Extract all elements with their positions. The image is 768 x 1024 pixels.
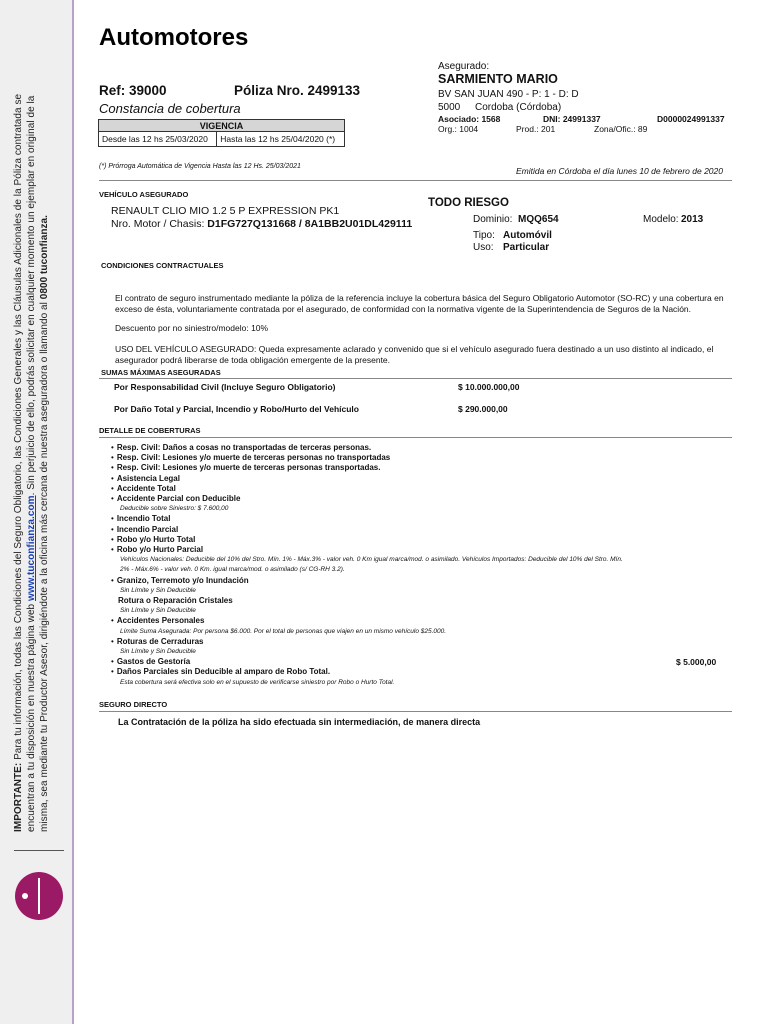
prorroga-note: (*) Prórroga Automática de Vigencia Hasta las 12 Hs. 25/03/2021 [99,163,301,170]
asegurado-dni: DNI: 24991337 [543,114,601,124]
suma-dano-amount: $ 290.000,00 [458,404,508,414]
suma-dano-label: Por Daño Total y Parcial, Incendio y Robo/Hurto del Vehículo [114,404,359,414]
sidebar-divider [72,0,74,1024]
coverage-item [111,514,731,524]
cobertura-type: TODO RIESGO [428,197,509,209]
vehiculo-motor [111,218,412,230]
coverage-name: Resp. Civil: Lesiones y/o muerte de terceras personas transportadas. [116,463,381,473]
coverage-name: Gastos de Gestoría [116,657,191,667]
coverage-item [111,596,731,606]
bullet-icon: • [111,545,114,555]
modelo-label: Modelo: [643,214,679,225]
uso-label: Uso: [473,242,494,253]
asegurado-address: BV SAN JUAN 490 - P: 1 - D: D [438,89,579,100]
coverage-name: Resp. Civil: Daños a cosas no transportadas de terceras personas. [116,443,372,452]
vigencia-asterisk: (*) [326,134,336,144]
asegurado-cp: 5000 [438,102,461,113]
notice-phone: 0800 tuconfianza. [39,215,51,300]
divider [99,711,732,712]
modelo-value: 2013 [681,214,704,225]
ref-number: Ref: 39000 [99,83,167,98]
vigencia-hasta-cell [217,132,345,147]
dominio-value: MQQ654 [518,214,559,225]
notice-important-label: IMPORTANTE: [13,762,24,832]
bullet-icon: • [111,636,114,646]
condiciones-discount: Descuento por no siniestro/modelo: 10% [115,323,269,333]
coverage-name: Granizo, Terremoto y/o Inundación [116,575,249,585]
coverage-amount: $ 5.000,00 [676,657,717,668]
asegurado-label: Asegurado: [438,61,490,72]
coverage-name: Accidente Parcial con Deducible [116,494,241,504]
vigencia-header: VIGENCIA [99,120,345,132]
asegurado-asociado: Asociado: 1568 [438,114,501,124]
notice-text-2: . Sin perjuicio de ello, podrás solicitar en cualquier momento un ejemplar en original de la misma, sea mediante tu Productor Asesor, dirigiéndote a la oficina más cercana de nuestra aseguradora o llamando al [26,95,51,832]
condiciones-section-title: CONDICIONES CONTRACTUALES [101,261,224,270]
website-link[interactable]: www.tuconfianza.com [26,495,38,601]
divider [99,378,732,379]
bullet-icon: • [111,657,114,667]
condiciones-paragraph-1: El contrato de seguro instrumentado mediante la póliza de la referencia incluye la cobertura básica del Seguro Obligatorio Automotor (SO-RC) y una cobertura en exceso de ésta, voluntariamente contratada por el asegurado, de conformidad con la normativa vigente de la Superintendencia de Seguros de la Nación. [115,293,724,314]
bullet-icon: • [111,524,114,534]
coverage-note: Sin Límite y Sin Deducible [120,586,196,594]
bullet-icon: • [111,473,114,483]
vehiculo-section-title: VEHÍCULO ASEGURADO [99,190,189,199]
vehiculo-model: RENAULT CLIO MIO 1.2 5 P EXPRESSION PK1 [111,205,340,217]
directo-section-title: SEGURO DIRECTO [99,700,168,709]
coverage-item [111,443,731,453]
bullet-icon: • [111,667,114,677]
asegurado-zona: Zona/Ofic.: 89 [594,124,648,134]
bullet-icon: • [111,514,114,524]
coverage-item [111,616,731,626]
coverage-item [111,576,731,586]
suma-rc-amount: $ 10.000.000,00 [458,382,520,392]
uso-value: Particular [503,242,550,253]
coverage-note: Límite Suma Asegurada: Por persona $6.000. Por el total de personas que viajen en un mismo vehículo $25.000. [120,627,447,635]
sumas-section-title: SUMAS MÁXIMAS ASEGURADAS [101,368,221,377]
coverage-note: Sin Límite y Sin Deducible [120,648,196,656]
coverage-item [111,657,731,667]
asegurado-name: SARMIENTO MARIO [438,72,558,86]
coverage-name: Robo y/o Hurto Total [116,534,196,544]
coverage-name: Rotura o Reparación Cristales [118,596,233,606]
asegurado-prod: Prod.: 201 [516,124,556,134]
coverage-note: Vehículos Nacionales: Deducible del 10% del Stro. Mín. 1% - Máx.3% - valor veh. 0 Km igual marca/mod. o asimilado. Vehículos Importados: Deducible del 10% del Stro. Mín. [120,556,623,564]
coverage-item [111,525,731,535]
coverage-name: Incendio Total [116,514,171,524]
document-subtitle: Constancia de cobertura [99,101,241,116]
coverage-list [111,443,731,688]
bullet-icon: • [111,575,114,585]
bullet-icon: • [111,483,114,493]
bullet-icon: • [111,494,114,504]
asegurado-city: Cordoba (Córdoba) [475,102,562,113]
coverage-note: Deducible sobre Siniestro: $ 7.600,00 [120,505,229,513]
tipo-value: Automóvil [503,230,552,241]
condiciones-uso: USO DEL VEHÍCULO ASEGURADO: Queda expresamente aclarado y convenido que si el vehículo asegurado fuera destinado a un uso distinto al indicado, el asegurador podrá liberarse de toda obligación emergente de la presente. [115,344,714,365]
coverage-name: Resp. Civil: Lesiones y/o muerte de terceras personas no transportadas [116,453,391,463]
coverage-item [111,494,731,504]
coverage-name: Asistencia Legal [116,473,180,483]
suma-rc-label: Por Responsabilidad Civil (Incluye Seguro Obligatorio) [114,382,336,392]
info-icon [15,872,63,920]
divider [99,180,732,181]
coverage-item [111,474,731,484]
coverage-item [111,484,731,494]
coverage-item [111,637,731,647]
coverage-item [111,667,731,677]
coverage-name: Robo y/o Hurto Parcial [116,545,204,555]
divider [99,437,732,438]
coverage-name: Daños Parciales sin Deducible al amparo de Robo Total. [116,667,331,677]
asegurado-org: Org.: 1004 [438,124,479,134]
coverage-note: Esta cobertura será efectiva solo en el supuesto de verificarse siniestro por Robo o Hurto Total. [120,678,395,686]
vigencia-hasta: Hasta las 12 hs 25/04/2020 [220,134,324,144]
detalle-section-title: DETALLE DE COBERTURAS [99,426,201,435]
bullet-icon: • [111,453,114,463]
bullet-icon: • [111,463,114,473]
coverage-name: Roturas de Cerraduras [116,636,204,646]
vigencia-table [98,119,345,147]
coverage-item [111,545,731,555]
coverage-item [111,453,731,463]
bullet-icon: • [111,443,114,452]
motor-label: Nro. Motor / Chasis: [111,218,208,230]
asegurado-code: D0000024991337 [657,114,725,124]
tipo-label: Tipo: [473,230,495,241]
dominio-label: Dominio: [473,214,513,225]
coverage-item [111,535,731,545]
sidebar-notice [12,62,52,832]
poliza-number: Póliza Nro. 2499133 [234,83,361,98]
bullet-icon: • [111,616,114,626]
notice-text-1: Para tu información, todas las Condiciones del Seguro Obligatorio, las Condiciones Generales y las Cláusulas Adicionales de la Póliza contratada se encuentran a tu disposición en nuestra página web [13,93,38,832]
emission-date: Emitida en Córdoba el día lunes 10 de febrero de 2020 [516,166,723,176]
coverage-name: Accidente Total [116,483,176,493]
page-title: Automotores [99,24,249,51]
sidebar-separator [14,850,64,851]
bullet-icon: • [111,534,114,544]
coverage-note: 2% - Máx.6% - valor veh. 0 Km. igual marca/mod. o asimilado (s/ CG-RH 3.2). [120,566,345,574]
coverage-name: Accidentes Personales [116,616,205,626]
coverage-note: Sin Límite y Sin Deducible [120,607,196,615]
coverage-item [111,463,731,473]
coverage-name: Incendio Parcial [116,524,179,534]
motor-value: D1FG727Q131668 / 8A1BB2U01DL429111 [207,218,413,230]
vigencia-desde: Desde las 12 hs 25/03/2020 [99,132,217,147]
directo-text: La Contratación de la póliza ha sido efectuada sin intermediación, de manera directa [118,717,481,727]
